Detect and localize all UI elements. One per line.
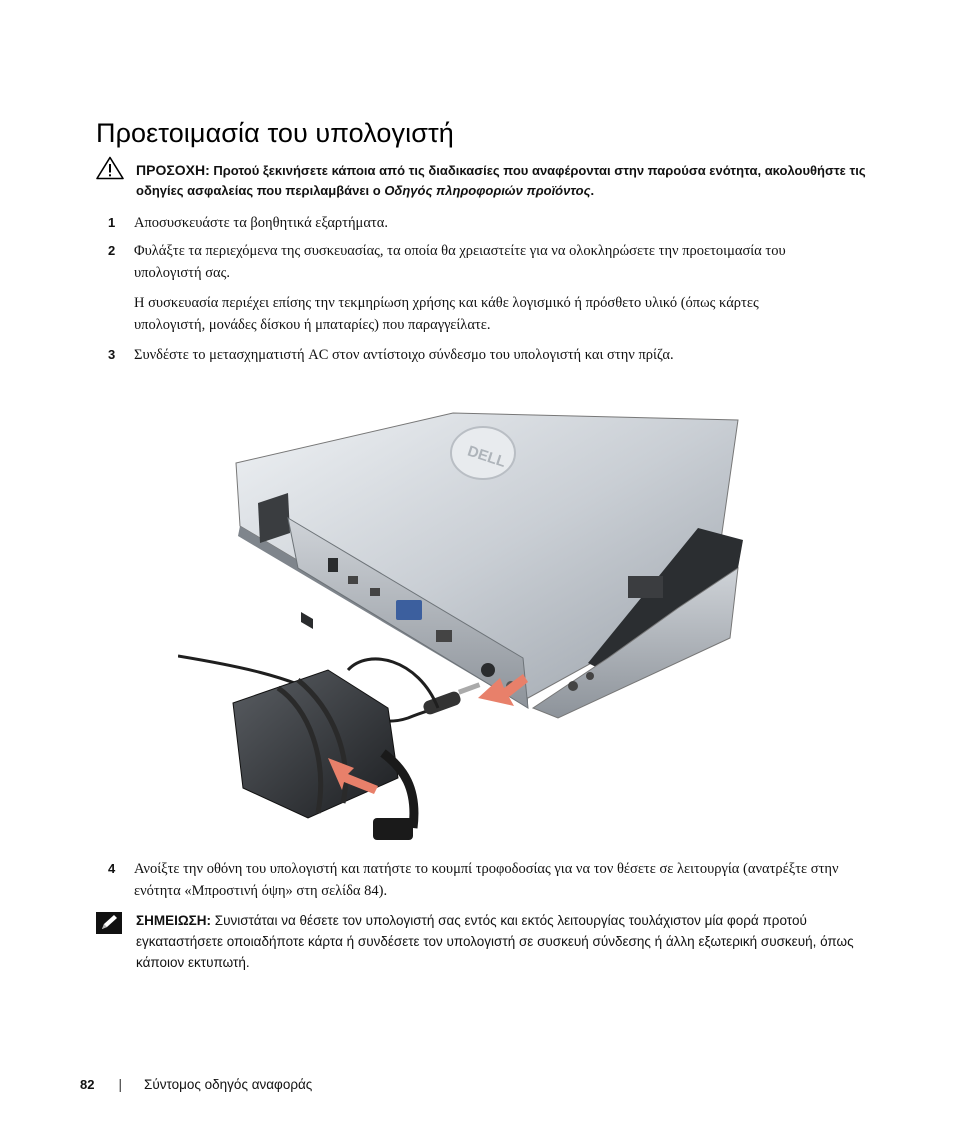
step-extra-text: Η συσκευασία περιέχει επίσης την τεκμηρίωση χρήσης και κάθε λογισμικό ή πρόσθετο υλικό (όπως κάρτες υπολογιστή, μονάδες δίσκου ή μπαταρίες) που παραγγείλατε.: [134, 295, 759, 333]
step-text: Φυλάξτε τα περιεχόμενα της συσκευασίας, τα οποία θα χρειαστείτε για να ολοκληρώσετε την προετοιμασία του υπολογιστή σας.: [134, 243, 786, 281]
step-3: [108, 344, 808, 366]
step-text: Ανοίξτε την οθόνη του υπολογιστή και πατήστε το κουμπί τροφοδοσίας για να τον θέσετε σε λειτουργία (ανατρέξτε στην ενότητα «Μπροστινή όψη» στη σελίδα 84).: [134, 861, 839, 899]
note-pencil-icon: [96, 912, 122, 934]
step-number: 1: [108, 215, 116, 230]
caution-guide-title: Οδηγός πληροφοριών προϊόντος: [384, 183, 591, 198]
dell-logo-text: DELL: [465, 442, 508, 471]
step-text: Αποσυσκευάστε τα βοηθητικά εξαρτήματα.: [134, 215, 388, 231]
page-title: Προετοιμασία του υπολογιστή: [96, 118, 454, 148]
step-number: 2: [108, 243, 116, 258]
step-text: Συνδέστε το μετασχηματιστή AC στον αντίστοιχο σύνδεσμο του υπολογιστή και στην πρίζα.: [134, 347, 674, 363]
page-number: 82: [80, 1077, 95, 1092]
page-footer: [80, 1077, 312, 1092]
step-1: [108, 212, 808, 234]
caution-text: Προτού ξεκινήσετε κάποια από τις διαδικασίες που αναφέρονται στην παρούσα ενότητα, ακολουθήστε τις οδηγίες ασφαλείας που περιλαμβάνει ο: [136, 163, 866, 198]
steps-list: [108, 212, 808, 366]
note-label: ΣΗΜΕΙΩΣΗ:: [136, 913, 212, 928]
note-block: [96, 910, 856, 973]
footer-separator: |: [118, 1077, 122, 1092]
step-number: 4: [108, 861, 116, 876]
note-text: Συνιστάται να θέσετε τον υπολογιστή σας εντός και εκτός λειτουργίας τουλάχιστον μία φορά προτού εγκαταστήσετε οποιαδήποτε κάρτα ή συνδέσετε τον υπολογιστή σε συσκευή σύνδεσης ή άλλη εξωτερική συσκευή, όπως κάποιον εκτυπωτή.: [136, 913, 854, 970]
step-4: [108, 858, 868, 902]
laptop: [236, 413, 743, 718]
caution-block: ΠΡΟΣΟΧΗ: Προτού ξεκινήσετε κάποια από τις διαδικασίες που αναφέρονται στην παρούσα ενότητα, ακολουθήστε τις οδηγίες ασφαλείας που περιλαμβάνει ο Οδηγός πληροφοριών προϊόντος.: [96, 160, 866, 201]
laptop-ac-adapter-illustration: [178, 408, 748, 848]
step-number: 3: [108, 347, 116, 362]
footer-title: Σύντομος οδηγός αναφοράς: [143, 1077, 313, 1092]
step-2: [108, 240, 808, 336]
caution-label: ΠΡΟΣΟΧΗ:: [136, 162, 210, 178]
warning-triangle-icon: [96, 156, 124, 180]
ac-adapter: [233, 670, 414, 840]
